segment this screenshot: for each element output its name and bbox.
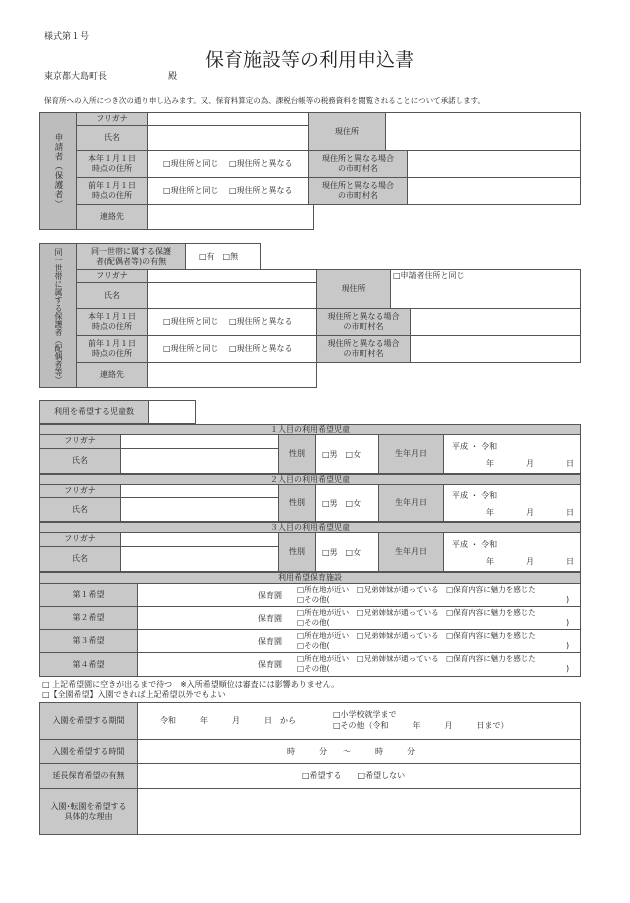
period-opt1[interactable]: □小学校就学まで bbox=[333, 710, 397, 719]
applicant-address-field[interactable] bbox=[385, 112, 581, 151]
period-label: 入園を希望する期間 bbox=[52, 716, 125, 725]
applicant-jan1-last-muni-label: 現住所と異なる場合 の市町村名 bbox=[322, 181, 394, 200]
honorific: 殿 bbox=[168, 72, 178, 82]
spouse-presence-label: 同一世帯に属する保護 者(配偶者等)の有無 bbox=[91, 246, 171, 266]
child-1-era: 平成 ・ 令和 bbox=[452, 442, 498, 451]
pref-1-reason-1[interactable]: □所在地が近い □兄弟姉妹が通っている □保育内容に魅力を感じた bbox=[297, 585, 536, 594]
reason-field[interactable] bbox=[137, 788, 581, 835]
child-1-header: １人目の利用希望児童 bbox=[270, 424, 350, 434]
applicant-side-label: 申請者（保護者） bbox=[53, 133, 63, 209]
child-1-furigana-label: フリガナ bbox=[64, 436, 96, 445]
spouse-same-as-applicant[interactable]: □申請者住所と同じ bbox=[393, 271, 465, 280]
child-3-name-label: 氏名 bbox=[72, 554, 88, 563]
spouse-jan1-this-label: 本年１月１日 時点の住所 bbox=[88, 312, 136, 331]
child-2-header: ２人目の利用希望児童 bbox=[270, 474, 350, 484]
applicant-contact-label: 連絡先 bbox=[100, 212, 124, 221]
child-3-furigana-label: フリガナ bbox=[64, 534, 96, 543]
extended-label: 延長保育希望の有無 bbox=[52, 771, 125, 780]
children-count-field[interactable] bbox=[148, 400, 196, 424]
time-label: 入園を希望する時間 bbox=[52, 746, 125, 756]
pref-2-suffix: 保育園 bbox=[258, 614, 282, 623]
applicant-name-label: 氏名 bbox=[104, 133, 120, 142]
child-3-gender-label: 性別 bbox=[289, 547, 305, 556]
pref-2-close: ) bbox=[566, 618, 570, 627]
applicant-address-label: 現住所 bbox=[335, 126, 359, 136]
spouse-contact-field[interactable] bbox=[147, 362, 317, 388]
reason-label: 入園･転園を希望する 具体的な理由 bbox=[50, 801, 127, 821]
pref-2-label: 第２希望 bbox=[72, 613, 105, 622]
page-title: 保育施設等の利用申込書 bbox=[205, 49, 415, 71]
time-value: 時 分 ～ 時 分 bbox=[287, 747, 415, 756]
applicant-jan1-this-muni-label: 現住所と異なる場合 の市町村名 bbox=[322, 154, 394, 173]
child-1-name-label: 氏名 bbox=[72, 456, 88, 465]
spouse-name-label: 氏名 bbox=[104, 290, 120, 300]
applicant-furigana-label: フリガナ bbox=[96, 114, 128, 123]
spouse-address-label: 現住所 bbox=[341, 284, 366, 293]
children-count-label: 利用を希望する児童数 bbox=[54, 407, 134, 416]
pref-3-reason-2[interactable]: □その他( bbox=[297, 641, 330, 650]
pref-4-label: 第４希望 bbox=[72, 659, 105, 669]
pref-3-suffix: 保育園 bbox=[258, 637, 282, 646]
pref-4-close: ) bbox=[566, 664, 570, 673]
applicant-jan1-this-same[interactable]: □現住所と同じ bbox=[163, 159, 219, 168]
applicant-jan1-this-label: 本年１月１日 時点の住所 bbox=[88, 154, 136, 173]
spouse-jan1-this-same[interactable]: □現住所と同じ bbox=[163, 317, 219, 326]
applicant-jan1-last-diff[interactable]: □現住所と異なる bbox=[229, 186, 293, 195]
spouse-furigana-label: フリガナ bbox=[96, 271, 128, 280]
child-2-gender-label: 性別 bbox=[289, 498, 305, 507]
pref-1-suffix: 保育園 bbox=[258, 591, 282, 600]
applicant-jan1-last-label: 前年１月１日 時点の住所 bbox=[88, 181, 136, 200]
spouse-jan1-this-diff[interactable]: □現住所と異なる bbox=[229, 317, 293, 326]
child-1-ymd: 年 月 日 bbox=[486, 459, 574, 468]
spouse-furigana-field[interactable] bbox=[147, 269, 317, 283]
spouse-jan1-last-label: 前年１月１日 時点の住所 bbox=[88, 339, 136, 358]
child-3-name-field[interactable] bbox=[120, 532, 279, 572]
child-3-birthdate-label: 生年月日 bbox=[395, 547, 427, 556]
form-number: 様式第１号 bbox=[44, 32, 90, 42]
applicant-jan1-last-muni-field[interactable] bbox=[407, 177, 581, 205]
spouse-contact-label: 連絡先 bbox=[100, 370, 124, 379]
pref-3-reason-1[interactable]: □所在地が近い □兄弟姉妹が通っている □保育内容に魅力を感じた bbox=[297, 631, 536, 640]
note-all-schools[interactable]: □【全園希望】入園できれば上記希望以外でもよい bbox=[42, 690, 226, 699]
extended-value[interactable]: □希望する □希望しない bbox=[302, 771, 406, 780]
applicant-jan1-this-diff[interactable]: □現住所と異なる bbox=[229, 159, 293, 168]
applicant-name-field[interactable] bbox=[147, 125, 309, 151]
child-2-furigana-label: フリガナ bbox=[64, 486, 96, 495]
pref-4-suffix: 保育園 bbox=[258, 660, 282, 669]
child-1-gender-options[interactable]: □男 □女 bbox=[322, 450, 362, 459]
applicant-contact-field[interactable] bbox=[147, 204, 314, 230]
child-2-era: 平成 ・ 令和 bbox=[452, 491, 498, 500]
child-3-ymd: 年 月 日 bbox=[486, 557, 574, 566]
consent-statement: 保育所への入所につき次の通り申し込みます。又、保育料算定の為、課税台帳等の税務資料を閲覧されることについて承諾します。 bbox=[44, 96, 485, 105]
child-1-name-field[interactable] bbox=[120, 434, 279, 474]
child-1-birthdate-label: 生年月日 bbox=[395, 449, 427, 458]
applicant-furigana-field[interactable] bbox=[147, 112, 309, 126]
child-2-ymd: 年 月 日 bbox=[486, 508, 574, 517]
addressee: 東京都大島町長 bbox=[44, 72, 108, 82]
child-2-name-label: 氏名 bbox=[72, 504, 88, 514]
spouse-name-field[interactable] bbox=[147, 282, 317, 309]
pref-3-close: ) bbox=[566, 641, 570, 650]
spouse-jan1-last-muni-field[interactable] bbox=[410, 335, 581, 363]
pref-1-reason-2[interactable]: □その他( bbox=[297, 595, 330, 604]
period-start: 令和 年 月 日 から bbox=[160, 716, 296, 725]
pref-1-label: 第１希望 bbox=[72, 590, 105, 599]
child-3-gender-options[interactable]: □男 □女 bbox=[322, 548, 362, 557]
facility-header: 利用希望保育施設 bbox=[278, 573, 342, 582]
spouse-side-label: 同一世帯に属する保護者（配偶者等） bbox=[54, 247, 63, 384]
spouse-jan1-this-muni-label: 現住所と異なる場合 の市町村名 bbox=[327, 312, 400, 331]
child-1-gender-label: 性別 bbox=[289, 449, 305, 458]
child-3-header: ３人目の利用希望児童 bbox=[270, 522, 350, 532]
child-2-gender-options[interactable]: □男 □女 bbox=[322, 499, 362, 508]
spouse-jan1-last-muni-label: 現住所と異なる場合 の市町村名 bbox=[327, 339, 400, 358]
note-wait[interactable]: □ 上記希望園に空きが出るまで待つ ※入所希望順位は審査には影響ありません。 bbox=[42, 680, 340, 689]
pref-2-reason-2[interactable]: □その他( bbox=[297, 618, 330, 627]
period-opt2[interactable]: □その他（令和 年 月 日まで） bbox=[333, 721, 509, 730]
spouse-jan1-last-diff[interactable]: □現住所と異なる bbox=[229, 344, 293, 353]
pref-3-label: 第３希望 bbox=[72, 636, 105, 645]
pref-1-close: ) bbox=[566, 595, 570, 604]
child-2-birthdate-label: 生年月日 bbox=[395, 498, 427, 507]
spouse-jan1-this-muni-field[interactable] bbox=[410, 308, 581, 336]
pref-2-reason-1[interactable]: □所在地が近い □兄弟姉妹が通っている □保育内容に魅力を感じた bbox=[297, 608, 536, 617]
pref-4-reason-1[interactable]: □所在地が近い □兄弟姉妹が通っている □保育内容に魅力を感じた bbox=[297, 654, 536, 663]
child-3-era: 平成 ・ 令和 bbox=[452, 540, 498, 549]
applicant-jan1-last-same[interactable]: □現住所と同じ bbox=[163, 186, 219, 195]
pref-4-reason-2[interactable]: □その他( bbox=[297, 664, 330, 673]
child-2-name-field[interactable] bbox=[120, 484, 279, 522]
spouse-jan1-last-same[interactable]: □現住所と同じ bbox=[163, 344, 219, 353]
applicant-jan1-this-muni-field[interactable] bbox=[407, 150, 581, 178]
spouse-presence-options[interactable]: □有 □無 bbox=[199, 252, 239, 261]
